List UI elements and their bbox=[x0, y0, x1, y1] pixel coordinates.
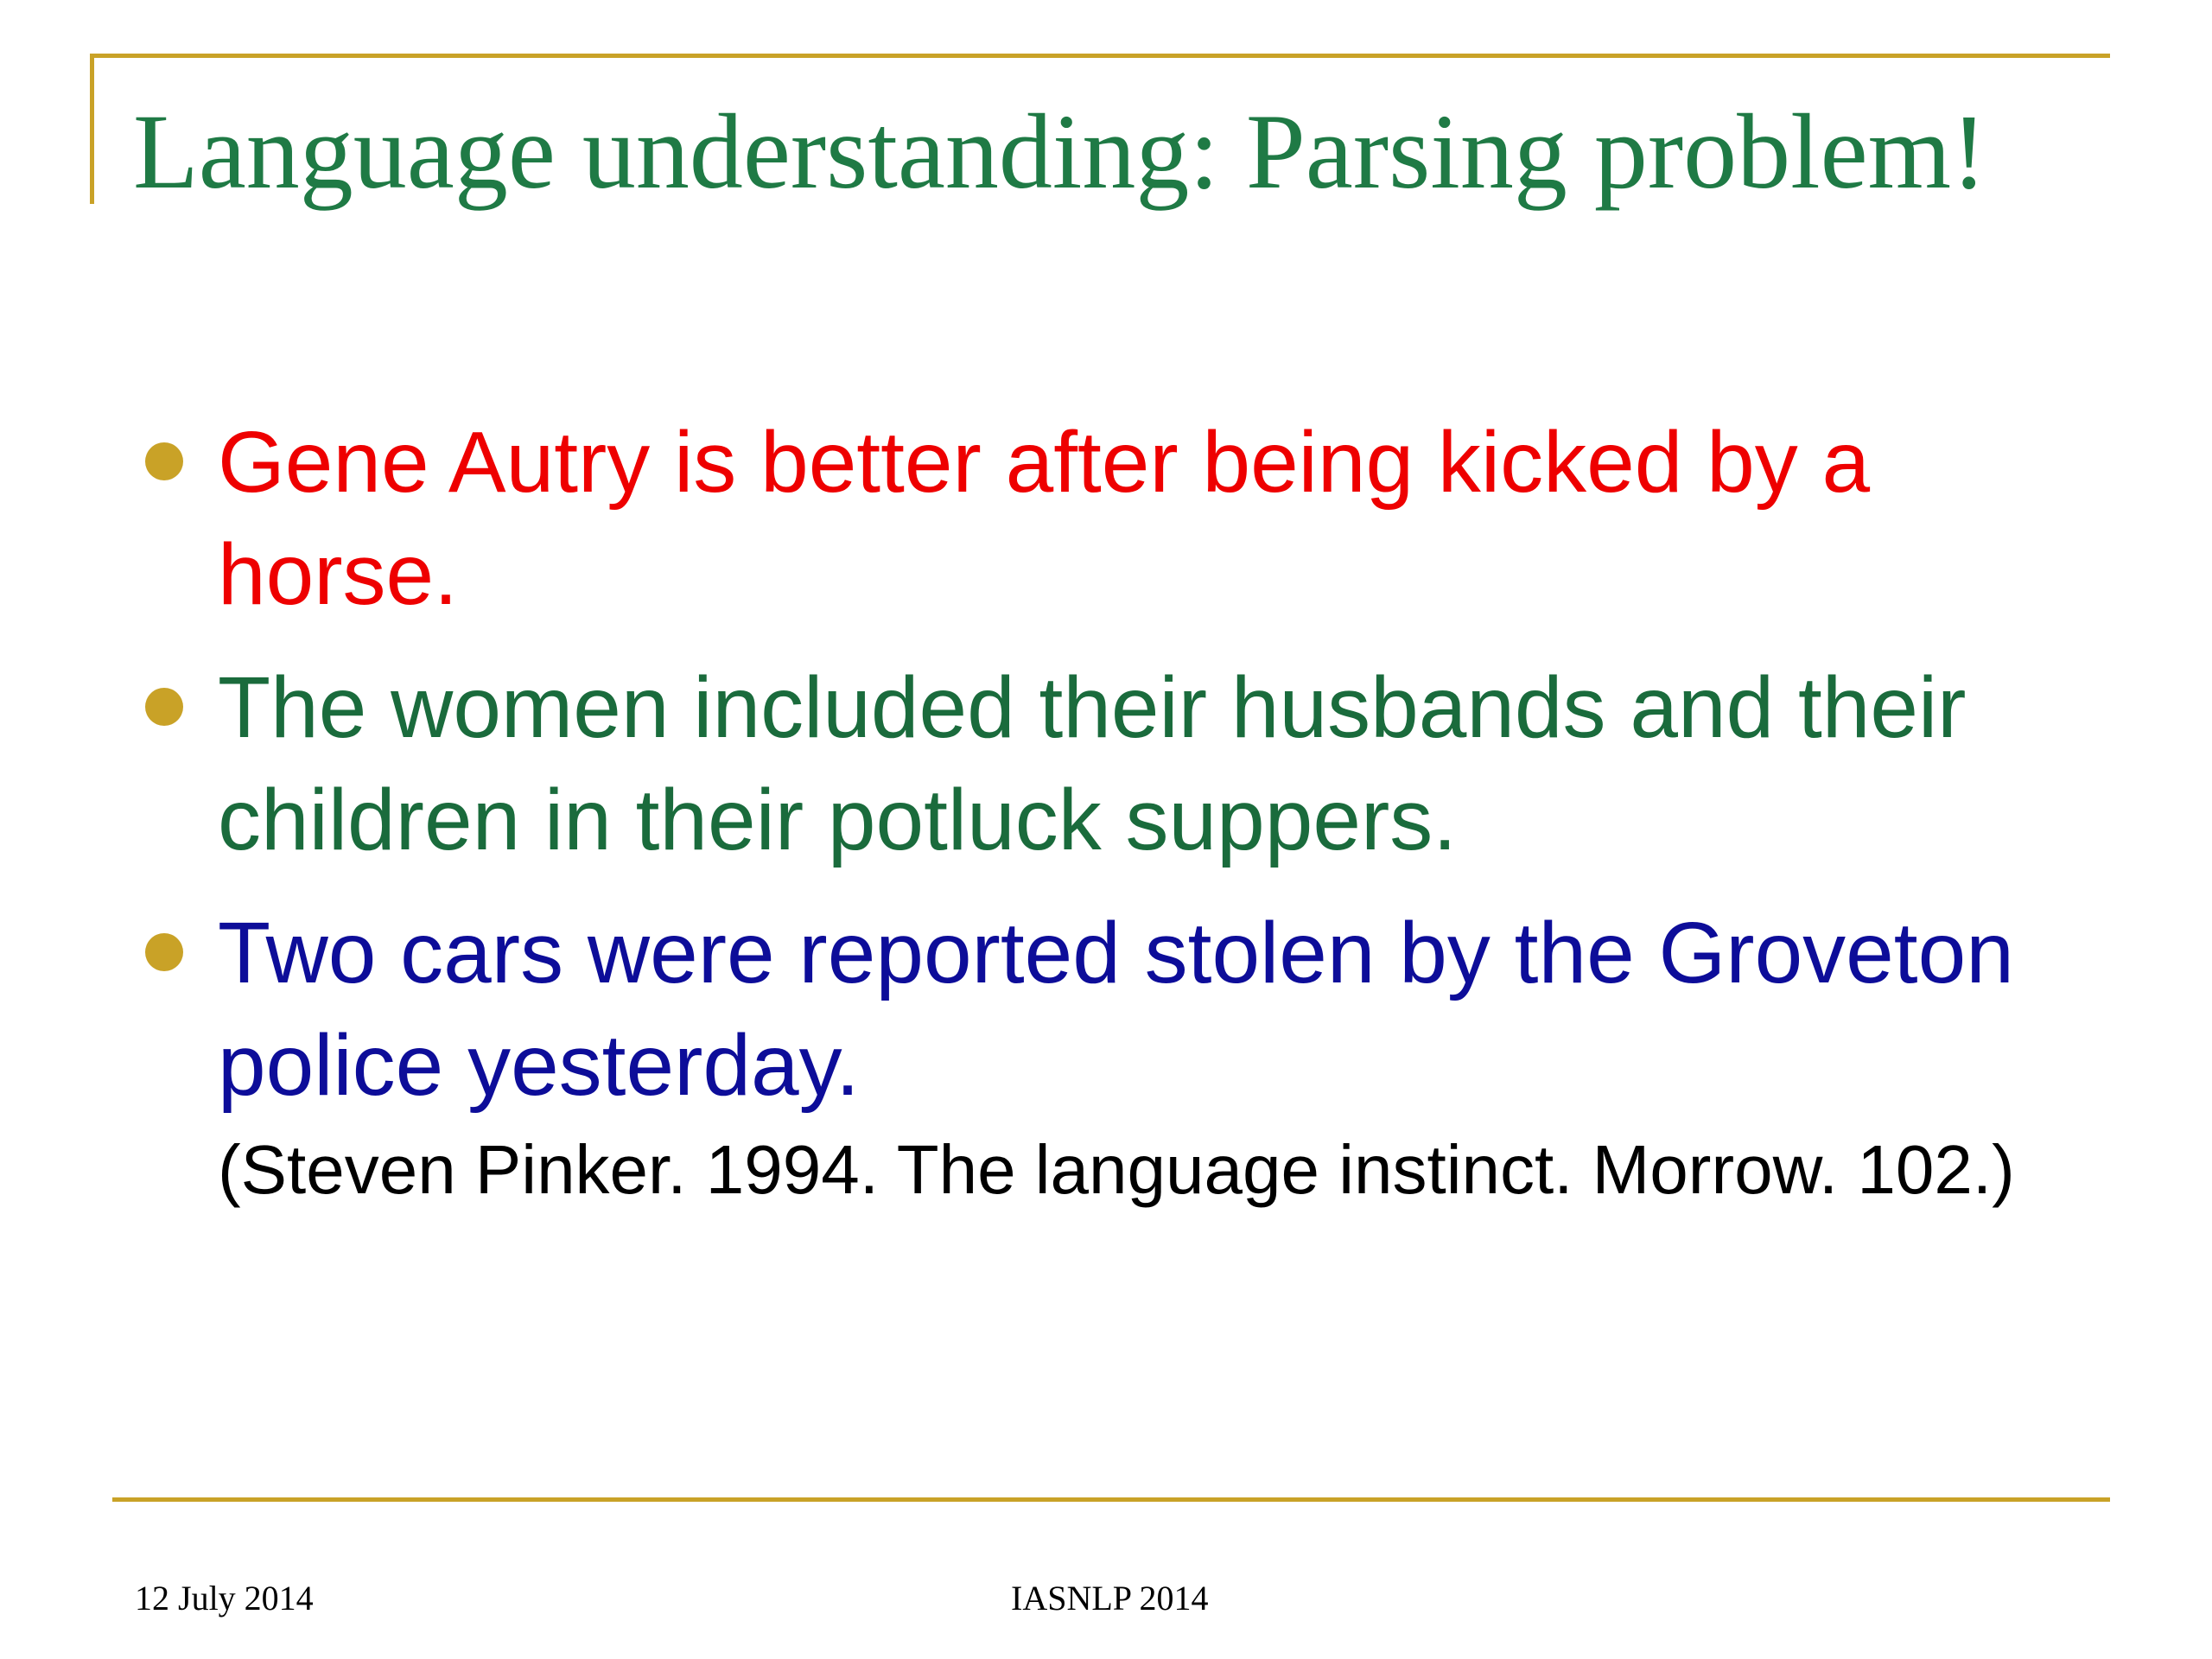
bullet-item-2 bbox=[138, 652, 2126, 876]
footer-rule bbox=[112, 1497, 2110, 1502]
title-frame-left-rule bbox=[90, 54, 94, 204]
slide-title: Language understanding: Parsing problem! bbox=[133, 92, 1987, 211]
bullet-item-3 bbox=[138, 897, 2126, 1215]
bullet-text-2: The women included their husbands and their children in their potluck suppers. bbox=[218, 659, 1967, 868]
bullet-text-1: Gene Autry is better after being kicked by a horse. bbox=[218, 414, 1871, 623]
footer-date: 12 July 2014 bbox=[135, 1579, 314, 1618]
title-frame-top-rule bbox=[90, 54, 2110, 58]
bullet-item-1 bbox=[138, 406, 2126, 631]
bullet-dot-icon bbox=[145, 688, 183, 726]
bullet-dot-icon bbox=[145, 933, 183, 971]
citation: (Steven Pinker. 1994. The language instinct. Morrow. 102.) bbox=[218, 1131, 2015, 1208]
bullet-dot-icon bbox=[145, 442, 183, 480]
bullet-list bbox=[138, 406, 2126, 1236]
bullet-text-3: Two cars were reported stolen by the Groveton police yesterday. bbox=[218, 905, 2014, 1114]
footer-event: IASNLP 2014 bbox=[1011, 1579, 1209, 1618]
